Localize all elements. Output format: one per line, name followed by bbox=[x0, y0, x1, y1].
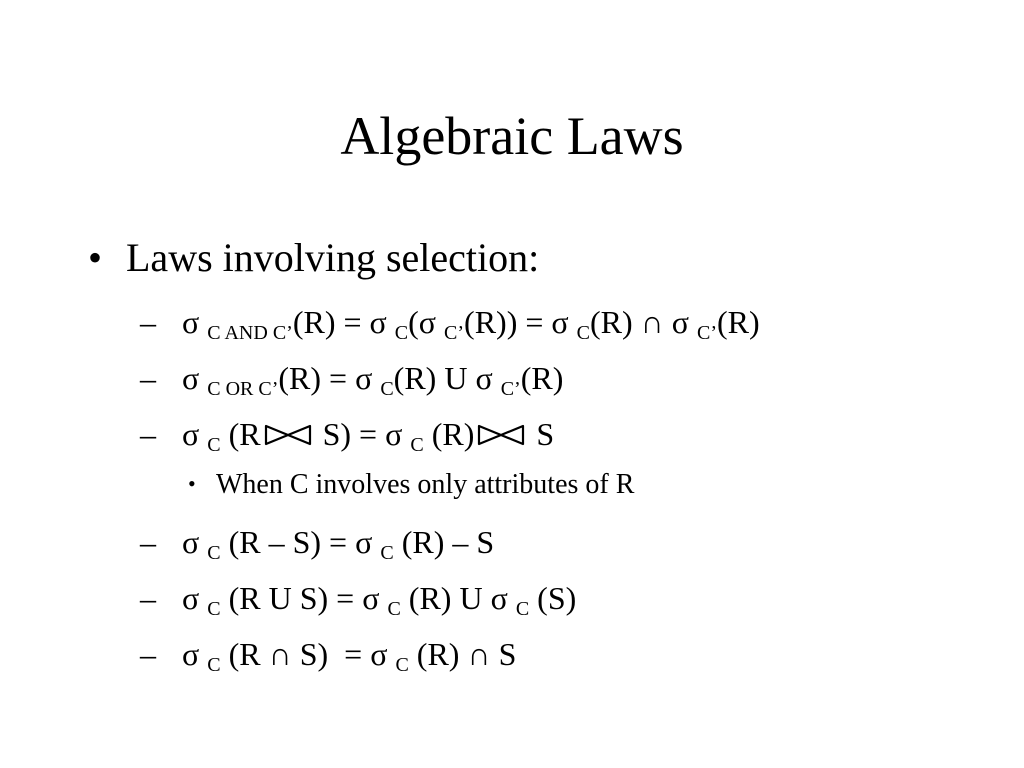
condition: C’ bbox=[444, 322, 465, 344]
expr: (R) bbox=[717, 304, 760, 340]
law-or bbox=[140, 358, 563, 398]
condition: C’ bbox=[500, 378, 521, 400]
condition: C bbox=[394, 322, 409, 344]
expr: (R) U bbox=[400, 580, 491, 616]
condition: C OR C’ bbox=[207, 378, 279, 400]
sigma: σ bbox=[355, 360, 373, 396]
expr: (R) = bbox=[278, 360, 356, 396]
dash: – bbox=[140, 580, 156, 616]
bullet-dot: • bbox=[88, 235, 103, 280]
expr: (R U S) = bbox=[220, 580, 363, 616]
law-union bbox=[140, 578, 576, 618]
bullet-dot: • bbox=[188, 471, 196, 496]
note-text: When C involves only attributes of R bbox=[216, 469, 635, 500]
dash: – bbox=[140, 636, 156, 672]
join-condition-note bbox=[188, 466, 634, 503]
condition: C’ bbox=[697, 322, 717, 344]
expr: (R) ∩ bbox=[589, 304, 672, 340]
condition: C bbox=[387, 598, 401, 620]
sigma: σ bbox=[370, 636, 388, 672]
condition: C bbox=[207, 542, 221, 564]
sigma: σ bbox=[475, 360, 493, 396]
condition: C bbox=[395, 654, 409, 676]
sigma: σ bbox=[182, 580, 200, 616]
sigma: σ bbox=[182, 416, 200, 452]
condition: C bbox=[207, 598, 221, 620]
sigma: σ bbox=[362, 580, 380, 616]
expr: (R) bbox=[520, 360, 564, 396]
expr: ( bbox=[408, 304, 419, 340]
expr: S) = bbox=[314, 416, 386, 452]
expr: (R) U bbox=[393, 360, 476, 396]
sigma: σ bbox=[182, 636, 200, 672]
sigma: σ bbox=[182, 360, 200, 396]
main-point-text: Laws involving selection: bbox=[126, 235, 540, 280]
condition: C bbox=[515, 598, 530, 620]
law-join bbox=[140, 414, 554, 454]
expr: (R) – S bbox=[393, 524, 495, 560]
condition: C bbox=[380, 378, 394, 400]
expr: S bbox=[528, 416, 555, 452]
sigma: σ bbox=[355, 524, 373, 560]
condition: C bbox=[207, 654, 221, 676]
dash: – bbox=[140, 524, 156, 560]
condition: C bbox=[380, 542, 394, 564]
sigma: σ bbox=[182, 524, 200, 560]
condition: C bbox=[410, 434, 424, 456]
expr: (R) bbox=[423, 416, 475, 452]
expr: (R) ∩ S bbox=[408, 636, 517, 672]
natural-join-icon bbox=[263, 423, 313, 447]
condition: C AND C’ bbox=[207, 322, 293, 344]
expr: (R ∩ S) = bbox=[220, 636, 371, 672]
expr: (R) = bbox=[292, 304, 370, 340]
sigma: σ bbox=[551, 304, 569, 340]
sigma: σ bbox=[369, 304, 387, 340]
sigma: σ bbox=[418, 304, 437, 340]
expr: (S) bbox=[529, 580, 577, 616]
main-bullet bbox=[88, 232, 539, 284]
law-difference bbox=[140, 522, 494, 562]
sigma: σ bbox=[490, 580, 508, 616]
expr: (R bbox=[220, 416, 261, 452]
slide-title: Algebraic Laws bbox=[340, 106, 684, 166]
dash: – bbox=[140, 304, 156, 340]
expr: (R – S) = bbox=[220, 524, 356, 560]
sigma: σ bbox=[671, 304, 689, 340]
dash: – bbox=[140, 416, 156, 452]
sigma: σ bbox=[182, 304, 200, 340]
law-intersection bbox=[140, 634, 516, 674]
condition: C bbox=[207, 434, 221, 456]
sigma: σ bbox=[385, 416, 403, 452]
dash: – bbox=[140, 360, 156, 396]
expr: (R)) = bbox=[464, 304, 552, 340]
natural-join-icon bbox=[476, 423, 526, 447]
condition: C bbox=[576, 322, 590, 344]
law-and bbox=[140, 302, 760, 342]
